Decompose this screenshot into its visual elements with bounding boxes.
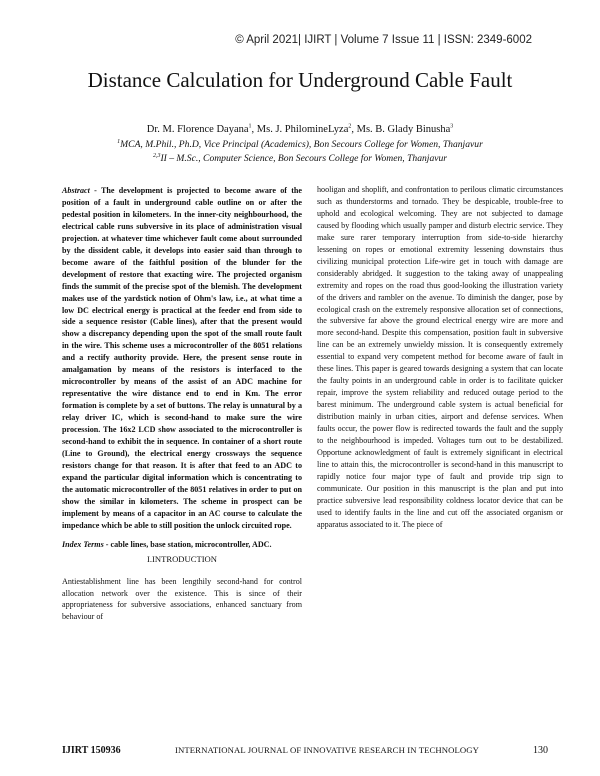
right-column: [317, 184, 563, 531]
index-terms-text: - cable lines, base station, microcontroller, ADC.: [103, 539, 272, 549]
introduction-paragraph-start: Antiestablishment line has been lengthily second-hand for control allocation network over the existence. This is since of their appropriateness for subversive associations, enhanced sanctuary from behaviour of: [62, 576, 302, 622]
journal-citation-header: © April 2021| IJIRT | Volume 7 Issue 11 | ISSN: 2349-6002: [235, 34, 532, 46]
footer-page-number: 130: [533, 745, 548, 756]
section-heading-introduction: I.INTRODUCTION: [147, 553, 217, 564]
author-list: Dr. M. Florence Dayana$^1$, Ms. J. PhilomineLyza$^2$, Ms. B. Glady Binusha$^3$: [146, 123, 454, 135]
index-terms: [62, 539, 302, 551]
affiliation-1: $^1$MCA, M.Phil., Ph.D, Vice Principal (Academics), Bon Secours College for Women, Thanjavur: [117, 138, 483, 150]
abstract-text: - The development is projected to become aware of the position of a fault in underground cable outline on or after the pedestal position in kilometers. In the inner-city neighbourhood, the electrical cable runs subversive in its place of administration visual projection. at whatever time whichever fault come about surrounded by the dissident cable, it develops into easier said than through to become aware of the faithful position of the blunder for the development of restore that exacting wire. The projected organism finds the summit of the precise spot of the blemish. The development makes use of the yardstick notion of Ohm's law, i.e., at what time a low DC electrical energy is practical at the feeder end from side to side a sequence resistor (Cable lines), after that the present would show a discrepancy depending upon the spot of the small route fault in the wire. This scheme uses a microcontroller of the 8051 relations and a rectify authority provide. Here, the present sense route in amalgamation by means of the resistors is interfaced to the microcontroller by means of the assist of an ADC machine for representative the wire distance end to end in Km. The error formation is complete by a set of buttons. The relay is unnatural by a relay driver IC, which is second-hand to make sure the wire procession. The 16x2 LCD show associated to the microcontroller is second-hand to exhibit the in sequence. In container of a short route (Line to Ground), the electrical energy crossways the sequence resistors change for that reason. It is after that feed to an ADC to expand the particular digital information which is concentrating to the automatic microcontroller of the 8051 relatives in order to put on show the similar in kilometers. The scheme in prospect can be implement by means of a capacitor in an AC course to calculate the impedance which be able to still position the unlock circuited rope.: [62, 186, 302, 530]
abstract-label: Abstract: [62, 186, 90, 195]
abstract: [62, 185, 302, 532]
affiliation-2: $^{2,3}$II – M.Sc., Computer Science, Bon Secours College for Women, Thanjavur: [152, 152, 448, 164]
left-column: [62, 185, 302, 623]
footer-paper-id: IJIRT 150936: [62, 745, 121, 756]
footer-journal-name: INTERNATIONAL JOURNAL OF INNOVATIVE RESEARCH IN TECHNOLOGY: [175, 745, 480, 755]
index-terms-label: Index Terms: [62, 539, 104, 549]
introduction-paragraph-continued: hooligan and shoplift, and confrontation to perilous climatic circumstances such as thunderstorms and tornado. They be despicable, trouble-free to uphold and ecological welcoming. They are not subjected to damage caused by flooding which usually pamper and disturb electric service. They make sure rarer temporary interruption from side-to-side hierarchy lessening on ropes or emotional extremity lessening downstairs thus civilizing municipal protection Life-wire get in touch with damage are considerably abridged. It suggestion to the taking away of unappealing extremity and ropes on the road thus good-looking the illustration variety of the drivers and rambler on the avenue. To diminish the danger, pose by ecological crash on the extremely responsive allocation set of connections, the subversive far above the ground electrical energy wire are more and more second-hand. Despite this compensation, position fault in subversive line can be an extremely unwieldy mission. It is consequently extremely essential to expand very competent method for become aware of fault in these lines. This paper is geared towards designing a system that can locate the faulty points in an underground cable in order is to facilitate quicker repair, improve the system reliability and reduced outage period to the barest minimum. The underground cable system is actual beneficial for distribution mainly in urban cities, airport and defense services. When faults occur, the power flow is redirected towards the fault and the supply to the neighbourhood is impeded. Voltages turn out to be destabilized. Opportune acknowledgment of fault is extremely significant in electrical line to attain this, the microcontroller is second-hand in this manuscript to rapidly notice four major type of fault and provide trip sign to communicate. Our position in this manuscript is the plan and put into practice subversive lead responsibility coldness locator device that can be used to identify faults in the line and cut off the associated organism or apparatus associated to it. The piece of: [317, 185, 563, 529]
paper-title: Distance Calculation for Underground Cable Fault: [87, 68, 513, 92]
